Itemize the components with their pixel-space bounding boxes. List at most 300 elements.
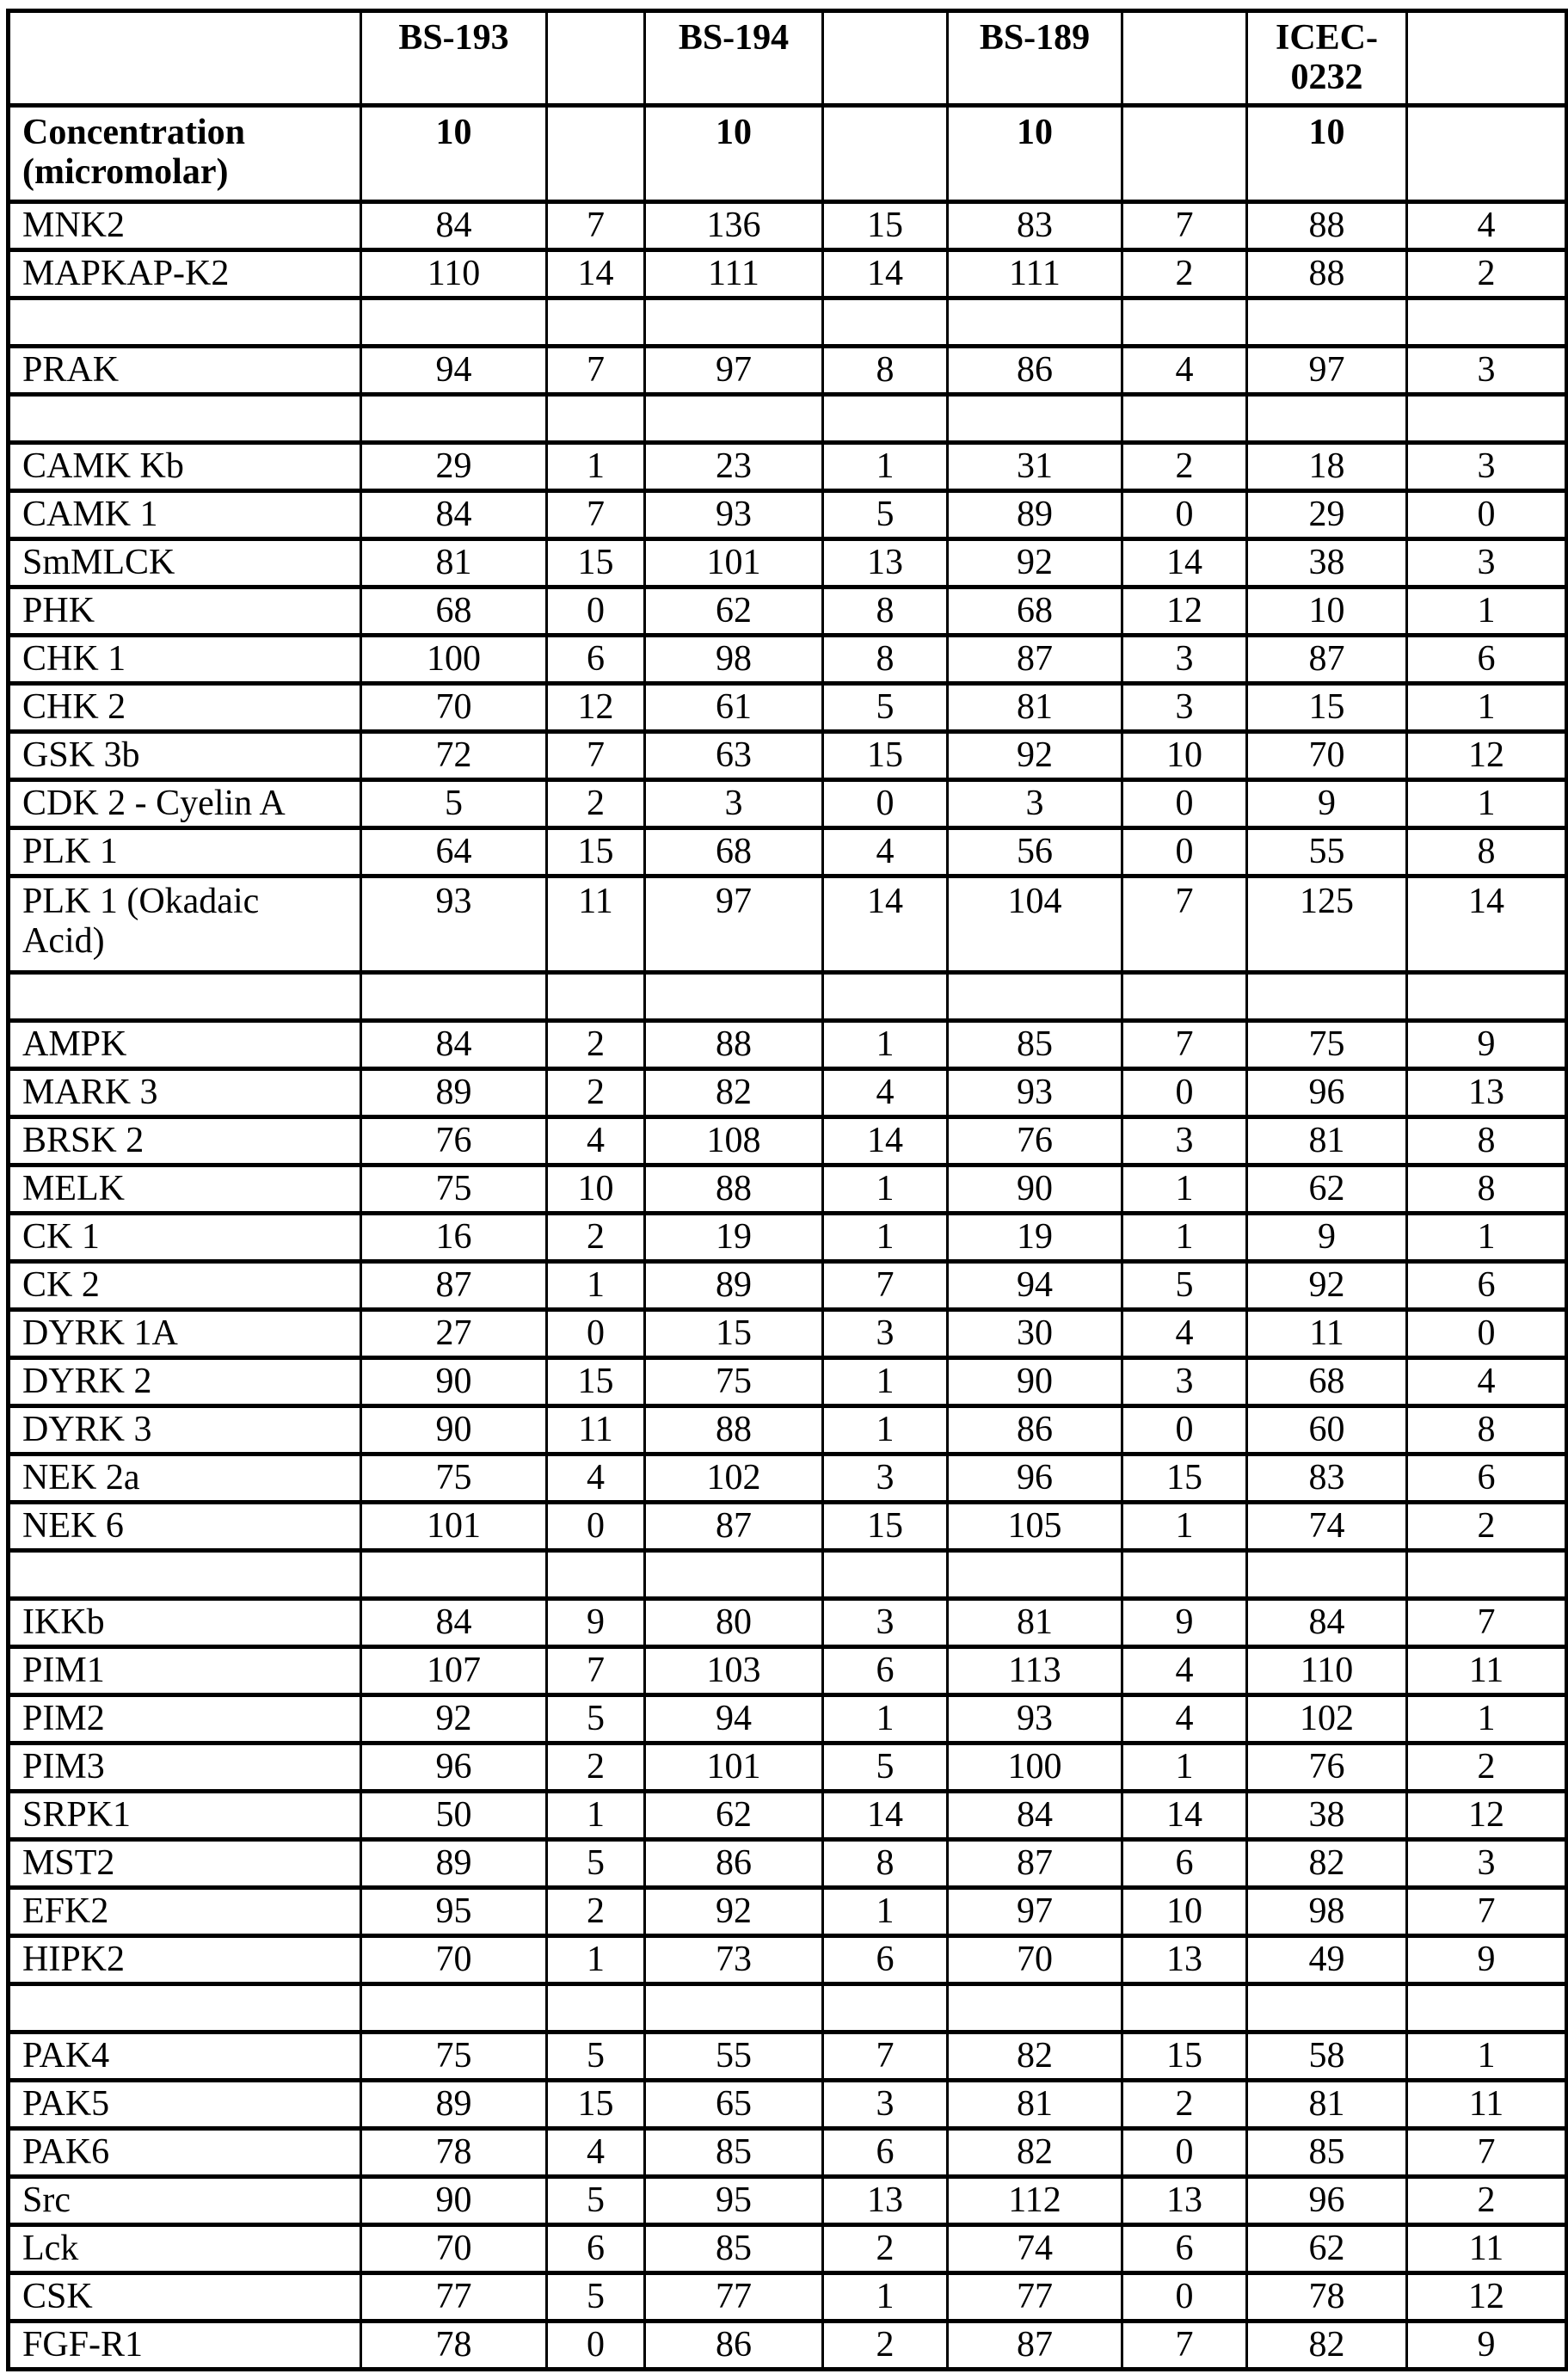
activity-value-cell: 103 (645, 1647, 823, 1695)
activity-value-cell: 89 (361, 1840, 547, 1888)
error-value-cell: 1 (823, 1165, 948, 1214)
error-value-cell: 7 (1122, 1021, 1247, 1069)
activity-value-cell: 105 (948, 1503, 1122, 1551)
activity-value-cell: 87 (1247, 636, 1407, 684)
activity-value-cell: 87 (645, 1503, 823, 1551)
activity-value-cell: 38 (1247, 1792, 1407, 1840)
error-value-cell: 0 (547, 587, 645, 636)
error-value-cell: 12 (1407, 732, 1567, 780)
activity-value-cell: 82 (1247, 1840, 1407, 1888)
activity-value-cell: 29 (361, 443, 547, 491)
error-value-cell: 9 (547, 1599, 645, 1647)
activity-value-cell: 110 (361, 250, 547, 298)
error-value-cell: 1 (823, 1021, 948, 1069)
error-value-cell: 6 (547, 636, 645, 684)
error-value-cell: 15 (547, 828, 645, 876)
error-value-cell: 15 (547, 1358, 645, 1406)
activity-value-cell: 62 (1247, 2225, 1407, 2273)
error-value-cell (823, 395, 948, 443)
activity-value-cell: 83 (1247, 1454, 1407, 1503)
activity-value-cell: 92 (1247, 1262, 1407, 1310)
error-value-cell: 7 (823, 1262, 948, 1310)
activity-value-cell: 60 (1247, 1406, 1407, 1454)
activity-value-cell: 98 (1247, 1888, 1407, 1936)
error-value-cell: 5 (547, 2273, 645, 2322)
table-row (9, 1454, 1567, 1503)
error-value-cell: 13 (823, 539, 948, 587)
error-value-cell: 0 (1122, 2273, 1247, 2322)
activity-value-cell: 82 (948, 2033, 1122, 2081)
activity-value-cell: 81 (948, 1599, 1122, 1647)
activity-value-cell (1247, 298, 1407, 347)
error-value-cell: 8 (1407, 1117, 1567, 1165)
activity-value-cell: 85 (1247, 2129, 1407, 2177)
error-value-cell: 0 (1122, 828, 1247, 876)
error-value-cell: 7 (547, 732, 645, 780)
activity-value-cell: 72 (361, 732, 547, 780)
activity-value-cell: 86 (645, 2322, 823, 2370)
activity-value-cell: 75 (1247, 1021, 1407, 1069)
error-value-cell: 7 (1122, 876, 1247, 973)
error-value-cell: 0 (1407, 491, 1567, 539)
table-row (9, 684, 1567, 732)
activity-value-cell (361, 298, 547, 347)
empty-header-cell (1122, 11, 1247, 106)
spacer-row (9, 1551, 1567, 1599)
error-value-cell: 0 (1122, 1406, 1247, 1454)
activity-value-cell (948, 1551, 1122, 1599)
table-row (9, 2273, 1567, 2322)
error-value-cell: 2 (823, 2225, 948, 2273)
activity-value-cell: 89 (361, 1069, 547, 1117)
error-value-cell: 4 (1407, 1358, 1567, 1406)
activity-value-cell: 82 (1247, 2322, 1407, 2370)
error-value-cell: 1 (1407, 1695, 1567, 1743)
activity-value-cell: 85 (645, 2225, 823, 2273)
kinase-name-cell: CHK 1 (9, 636, 361, 684)
activity-value-cell: 112 (948, 2177, 1122, 2225)
activity-value-cell: 31 (948, 443, 1122, 491)
activity-value-cell: 77 (948, 2273, 1122, 2322)
error-value-cell: 5 (1122, 1262, 1247, 1310)
activity-value-cell (1247, 1551, 1407, 1599)
error-value-cell: 2 (823, 2322, 948, 2370)
error-value-cell (1122, 298, 1247, 347)
error-value-cell: 1 (547, 1792, 645, 1840)
error-value-cell: 11 (1407, 2225, 1567, 2273)
activity-value-cell: 80 (645, 1599, 823, 1647)
activity-value-cell: 19 (645, 1214, 823, 1262)
kinase-name-cell: PAK4 (9, 2033, 361, 2081)
kinase-name-cell: PIM1 (9, 1647, 361, 1695)
kinase-name-cell: CAMK 1 (9, 491, 361, 539)
activity-value-cell: 101 (361, 1503, 547, 1551)
activity-value-cell: 84 (948, 1792, 1122, 1840)
table-row (9, 491, 1567, 539)
activity-value-cell: 102 (1247, 1695, 1407, 1743)
error-value-cell: 6 (547, 2225, 645, 2273)
error-value-cell: 2 (547, 1069, 645, 1117)
activity-value-cell: 101 (645, 1743, 823, 1792)
error-value-cell: 4 (547, 1117, 645, 1165)
error-value-cell: 14 (823, 1792, 948, 1840)
compound-header-cell: 10 (645, 106, 823, 202)
kinase-name-cell: MARK 3 (9, 1069, 361, 1117)
error-value-cell: 2 (547, 1743, 645, 1792)
kinase-name-cell: IKKb (9, 1599, 361, 1647)
error-value-cell (547, 1984, 645, 2033)
empty-header-cell (1407, 106, 1567, 202)
error-value-cell: 6 (1407, 1454, 1567, 1503)
activity-value-cell: 88 (1247, 202, 1407, 250)
kinase-name-cell: FGF-R1 (9, 2322, 361, 2370)
table-row (9, 1599, 1567, 1647)
activity-value-cell: 70 (1247, 732, 1407, 780)
error-value-cell: 14 (1407, 876, 1567, 973)
error-value-cell: 1 (1122, 1214, 1247, 1262)
kinase-name-cell: CAMK Kb (9, 443, 361, 491)
error-value-cell: 5 (547, 1840, 645, 1888)
error-value-cell: 2 (1407, 1503, 1567, 1551)
error-value-cell: 6 (1407, 636, 1567, 684)
activity-value-cell: 92 (645, 1888, 823, 1936)
error-value-cell: 7 (1407, 1599, 1567, 1647)
activity-value-cell: 101 (645, 539, 823, 587)
activity-value-cell: 15 (1247, 684, 1407, 732)
activity-value-cell: 68 (1247, 1358, 1407, 1406)
error-value-cell: 3 (1407, 347, 1567, 395)
table-row (9, 1262, 1567, 1310)
activity-value-cell (1247, 973, 1407, 1021)
table-row (9, 1406, 1567, 1454)
empty-header-cell (9, 11, 361, 106)
table-row (9, 2081, 1567, 2129)
error-value-cell: 7 (547, 491, 645, 539)
activity-value-cell: 88 (1247, 250, 1407, 298)
table-row (9, 202, 1567, 250)
empty-header-cell (547, 106, 645, 202)
error-value-cell: 3 (823, 1454, 948, 1503)
activity-value-cell (645, 1984, 823, 2033)
spacer-row (9, 973, 1567, 1021)
kinase-name-cell: DYRK 1A (9, 1310, 361, 1358)
error-value-cell: 6 (823, 2129, 948, 2177)
error-value-cell (547, 298, 645, 347)
activity-value-cell: 68 (361, 587, 547, 636)
activity-value-cell: 90 (948, 1358, 1122, 1406)
error-value-cell: 5 (823, 684, 948, 732)
error-value-cell: 7 (547, 1647, 645, 1695)
activity-value-cell: 81 (948, 684, 1122, 732)
activity-value-cell (948, 1984, 1122, 2033)
table-row (9, 347, 1567, 395)
activity-value-cell: 74 (1247, 1503, 1407, 1551)
error-value-cell: 2 (1122, 443, 1247, 491)
kinase-name-cell: DYRK 3 (9, 1406, 361, 1454)
activity-value-cell (948, 395, 1122, 443)
table-row (9, 780, 1567, 828)
error-value-cell: 1 (823, 1214, 948, 1262)
error-value-cell (1407, 1551, 1567, 1599)
activity-value-cell: 9 (1247, 1214, 1407, 1262)
activity-value-cell: 108 (645, 1117, 823, 1165)
error-value-cell: 8 (823, 587, 948, 636)
kinase-selectivity-table (6, 9, 1568, 2371)
activity-value-cell: 97 (645, 876, 823, 973)
activity-value-cell: 102 (645, 1454, 823, 1503)
kinase-name-cell: CK 2 (9, 1262, 361, 1310)
activity-value-cell: 30 (948, 1310, 1122, 1358)
error-value-cell: 3 (823, 1599, 948, 1647)
error-value-cell: 7 (1407, 1888, 1567, 1936)
error-value-cell (1122, 1551, 1247, 1599)
activity-value-cell (948, 973, 1122, 1021)
empty-header-cell (1122, 106, 1247, 202)
activity-value-cell: 84 (361, 1021, 547, 1069)
activity-value-cell: 111 (948, 250, 1122, 298)
compound-header-cell: 10 (948, 106, 1122, 202)
error-value-cell: 1 (1122, 1503, 1247, 1551)
activity-value-cell: 55 (1247, 828, 1407, 876)
error-value-cell: 15 (547, 2081, 645, 2129)
error-value-cell: 3 (1122, 1358, 1247, 1406)
kinase-name-cell: CHK 2 (9, 684, 361, 732)
activity-value-cell: 83 (948, 202, 1122, 250)
error-value-cell: 8 (823, 1840, 948, 1888)
error-value-cell: 6 (823, 1936, 948, 1984)
activity-value-cell: 56 (948, 828, 1122, 876)
error-value-cell: 0 (1122, 1069, 1247, 1117)
spacer-row (9, 298, 1567, 347)
error-value-cell: 12 (1407, 2273, 1567, 2322)
error-value-cell: 1 (1122, 1165, 1247, 1214)
activity-value-cell: 75 (361, 1454, 547, 1503)
error-value-cell: 1 (823, 1695, 948, 1743)
kinase-name-cell: GSK 3b (9, 732, 361, 780)
kinase-name-cell: NEK 2a (9, 1454, 361, 1503)
error-value-cell (823, 1984, 948, 2033)
error-value-cell: 2 (547, 1214, 645, 1262)
error-value-cell: 5 (823, 1743, 948, 1792)
empty-header-cell (1407, 11, 1567, 106)
activity-value-cell: 94 (948, 1262, 1122, 1310)
activity-value-cell: 78 (361, 2322, 547, 2370)
activity-value-cell: 90 (361, 1358, 547, 1406)
error-value-cell (1407, 395, 1567, 443)
activity-value-cell: 90 (948, 1165, 1122, 1214)
error-value-cell: 3 (1122, 636, 1247, 684)
kinase-name-cell: MAPKAP-K2 (9, 250, 361, 298)
error-value-cell (1407, 1984, 1567, 2033)
activity-value-cell: 68 (645, 828, 823, 876)
table-row (9, 1021, 1567, 1069)
activity-value-cell: 84 (361, 491, 547, 539)
table-row (9, 732, 1567, 780)
activity-value-cell: 81 (361, 539, 547, 587)
error-value-cell: 4 (1122, 1647, 1247, 1695)
kinase-name-cell: MELK (9, 1165, 361, 1214)
error-value-cell: 7 (547, 202, 645, 250)
activity-value-cell: 86 (645, 1840, 823, 1888)
activity-value-cell: 88 (645, 1021, 823, 1069)
error-value-cell: 0 (823, 780, 948, 828)
activity-value-cell: 87 (361, 1262, 547, 1310)
table-row (9, 1647, 1567, 1695)
activity-value-cell: 70 (948, 1936, 1122, 1984)
activity-value-cell: 19 (948, 1214, 1122, 1262)
table-row (9, 2129, 1567, 2177)
table-row (9, 1888, 1567, 1936)
kinase-name-cell: PRAK (9, 347, 361, 395)
activity-value-cell: 18 (1247, 443, 1407, 491)
activity-value-cell: 97 (645, 347, 823, 395)
error-value-cell: 14 (823, 1117, 948, 1165)
error-value-cell (1122, 395, 1247, 443)
activity-value-cell: 78 (1247, 2273, 1407, 2322)
activity-value-cell (1247, 395, 1407, 443)
activity-value-cell: 92 (948, 539, 1122, 587)
activity-value-cell: 94 (361, 347, 547, 395)
table-row (9, 2177, 1567, 2225)
error-value-cell: 2 (547, 780, 645, 828)
error-value-cell: 14 (823, 250, 948, 298)
activity-value-cell: 100 (948, 1743, 1122, 1792)
error-value-cell: 7 (1122, 2322, 1247, 2370)
kinase-name-cell: MST2 (9, 1840, 361, 1888)
activity-value-cell: 81 (948, 2081, 1122, 2129)
error-value-cell: 3 (823, 1310, 948, 1358)
error-value-cell: 1 (1407, 587, 1567, 636)
kinase-name-cell: BRSK 2 (9, 1117, 361, 1165)
error-value-cell: 1 (1407, 780, 1567, 828)
kinase-name-cell: SmMLCK (9, 539, 361, 587)
activity-value-cell: 10 (1247, 587, 1407, 636)
error-value-cell (547, 973, 645, 1021)
table-row (9, 1117, 1567, 1165)
activity-value-cell: 70 (361, 684, 547, 732)
error-value-cell: 2 (547, 1888, 645, 1936)
table-row (9, 876, 1567, 973)
activity-value-cell (645, 298, 823, 347)
error-value-cell: 3 (823, 2081, 948, 2129)
activity-value-cell: 38 (1247, 539, 1407, 587)
error-value-cell: 11 (1407, 2081, 1567, 2129)
activity-value-cell: 96 (948, 1454, 1122, 1503)
table-row (9, 539, 1567, 587)
activity-value-cell: 88 (645, 1406, 823, 1454)
error-value-cell: 8 (1407, 1165, 1567, 1214)
error-value-cell: 4 (823, 828, 948, 876)
kinase-name-cell (9, 395, 361, 443)
error-value-cell: 11 (547, 876, 645, 973)
empty-header-cell (823, 106, 948, 202)
error-value-cell: 14 (547, 250, 645, 298)
kinase-name-cell (9, 1551, 361, 1599)
activity-value-cell: 104 (948, 876, 1122, 973)
activity-value-cell: 23 (645, 443, 823, 491)
error-value-cell: 0 (547, 2322, 645, 2370)
error-value-cell (823, 298, 948, 347)
kinase-name-cell: AMPK (9, 1021, 361, 1069)
spacer-row (9, 395, 1567, 443)
activity-value-cell: 97 (948, 1888, 1122, 1936)
table-row (9, 1358, 1567, 1406)
activity-value-cell: 93 (948, 1695, 1122, 1743)
error-value-cell: 10 (1122, 732, 1247, 780)
error-value-cell: 0 (1122, 780, 1247, 828)
kinase-name-cell: PLK 1 (Okadaic Acid) (9, 876, 361, 973)
activity-value-cell: 89 (645, 1262, 823, 1310)
error-value-cell: 2 (1407, 2177, 1567, 2225)
activity-value-cell: 96 (361, 1743, 547, 1792)
error-value-cell: 1 (823, 1358, 948, 1406)
error-value-cell: 5 (547, 2033, 645, 2081)
error-value-cell: 13 (823, 2177, 948, 2225)
error-value-cell: 13 (1122, 2177, 1247, 2225)
activity-value-cell: 5 (361, 780, 547, 828)
activity-value-cell: 107 (361, 1647, 547, 1695)
error-value-cell: 4 (547, 2129, 645, 2177)
activity-value-cell: 3 (645, 780, 823, 828)
error-value-cell: 2 (1122, 2081, 1247, 2129)
activity-value-cell: 63 (645, 732, 823, 780)
error-value-cell: 10 (547, 1165, 645, 1214)
activity-value-cell: 3 (948, 780, 1122, 828)
activity-value-cell (948, 298, 1122, 347)
table-body (9, 202, 1567, 2370)
error-value-cell (823, 1551, 948, 1599)
activity-value-cell: 96 (1247, 1069, 1407, 1117)
kinase-name-cell (9, 1984, 361, 2033)
kinase-name-cell: HIPK2 (9, 1936, 361, 1984)
error-value-cell: 2 (1407, 250, 1567, 298)
activity-value-cell: 76 (948, 1117, 1122, 1165)
error-value-cell: 15 (547, 539, 645, 587)
empty-header-cell (547, 11, 645, 106)
error-value-cell (823, 973, 948, 1021)
activity-value-cell: 95 (361, 1888, 547, 1936)
error-value-cell: 15 (823, 202, 948, 250)
kinase-name-cell: CDK 2 - Cyelin A (9, 780, 361, 828)
table-header (9, 11, 1567, 202)
error-value-cell: 9 (1407, 2322, 1567, 2370)
kinase-name-cell: CK 1 (9, 1214, 361, 1262)
compound-header-row (9, 11, 1567, 106)
activity-value-cell: 62 (645, 1792, 823, 1840)
activity-value-cell: 78 (361, 2129, 547, 2177)
activity-value-cell: 75 (361, 2033, 547, 2081)
activity-value-cell (361, 395, 547, 443)
kinase-name-cell: MNK2 (9, 202, 361, 250)
activity-value-cell: 89 (361, 2081, 547, 2129)
table-row (9, 1695, 1567, 1743)
activity-value-cell: 113 (948, 1647, 1122, 1695)
kinase-name-cell: PIM3 (9, 1743, 361, 1792)
activity-value-cell: 86 (948, 1406, 1122, 1454)
error-value-cell: 15 (1122, 1454, 1247, 1503)
activity-value-cell: 76 (361, 1117, 547, 1165)
activity-value-cell (645, 395, 823, 443)
activity-value-cell: 90 (361, 1406, 547, 1454)
kinase-name-cell (9, 298, 361, 347)
error-value-cell: 4 (1122, 1695, 1247, 1743)
activity-value-cell: 92 (361, 1695, 547, 1743)
compound-header-cell: 10 (1247, 106, 1407, 202)
activity-value-cell: 11 (1247, 1310, 1407, 1358)
activity-value-cell: 73 (645, 1936, 823, 1984)
activity-value-cell: 70 (361, 2225, 547, 2273)
activity-value-cell: 110 (1247, 1647, 1407, 1695)
